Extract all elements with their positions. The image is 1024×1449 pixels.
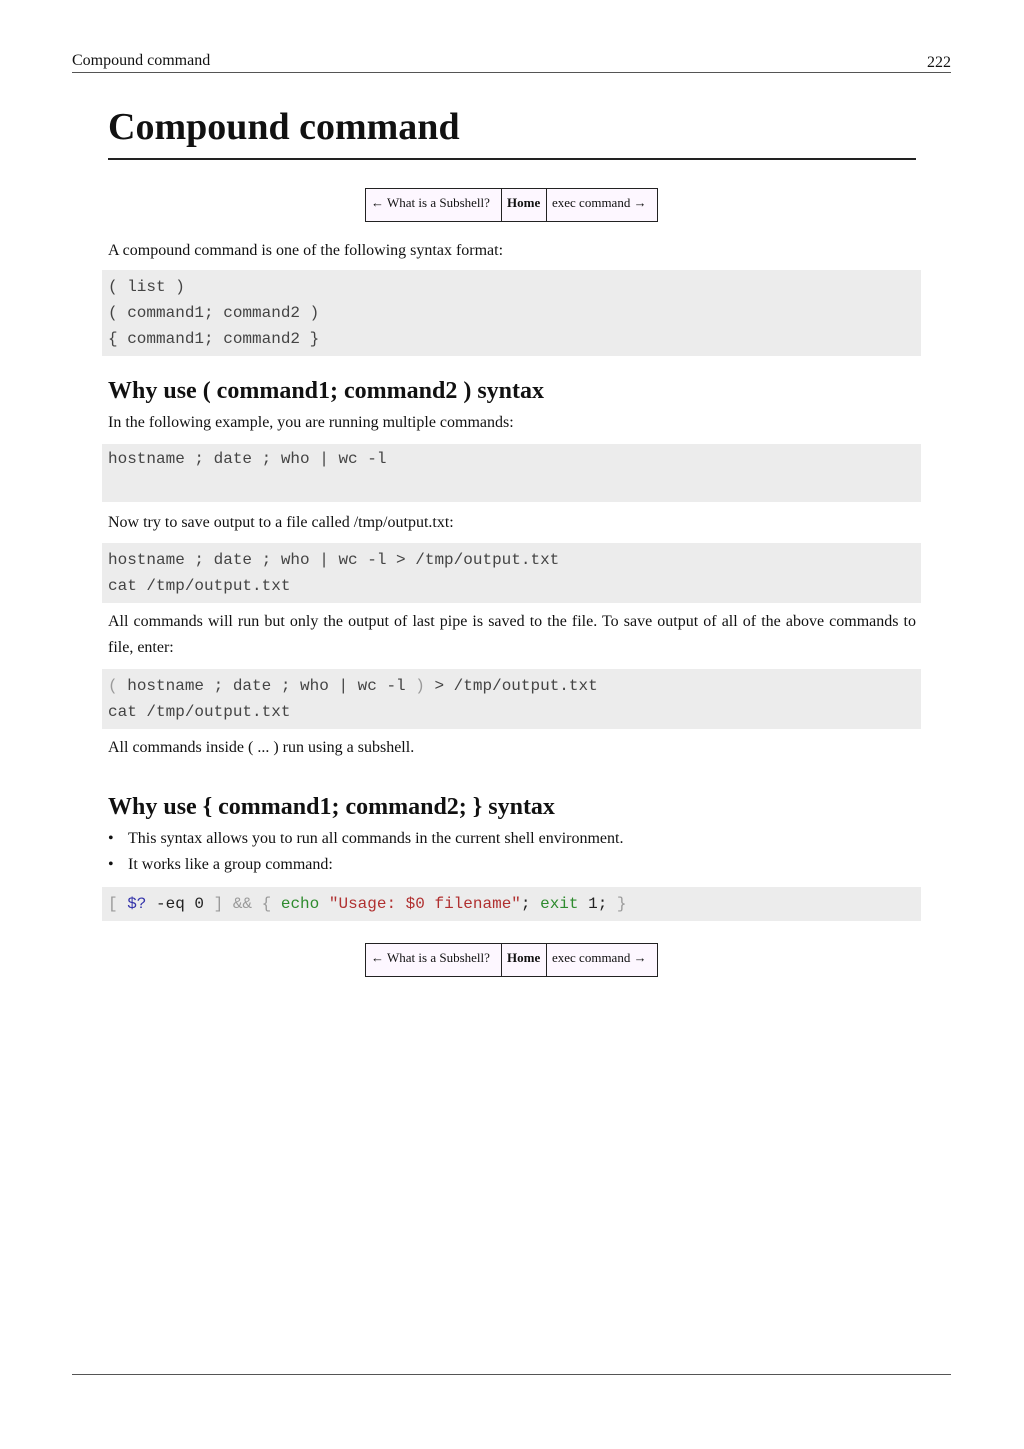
paragraph: All commands will run but only the output of last pipe is saved to the file. To save output of all of the above commands to file, enter:	[108, 613, 916, 656]
code-token: )	[415, 677, 425, 695]
code-line	[108, 673, 915, 699]
running-header-title: Compound command	[72, 52, 211, 69]
section-heading-group-command: Why use { command1; command2; } syntax	[108, 794, 555, 820]
bullet-list	[108, 826, 916, 878]
code-token: echo	[280, 895, 320, 913]
home-link[interactable]: Home	[502, 189, 547, 222]
code-block-group-command	[102, 887, 921, 921]
code-line: hostname ; date ; who | wc -l	[108, 450, 387, 468]
code-token: ;	[520, 895, 541, 913]
home-link[interactable]: Home	[502, 944, 547, 977]
paragraph: All commands inside ( ... ) run using a subshell.	[108, 739, 415, 756]
page-title: Compound command	[108, 100, 916, 160]
next-page-link[interactable]: exec command →	[547, 189, 658, 222]
intro-paragraph: A compound command is one of the following syntax format:	[108, 242, 504, 259]
code-token: ] && {	[213, 895, 281, 913]
nav-table-top	[365, 188, 658, 222]
code-line: cat /tmp/output.txt	[108, 703, 291, 721]
prev-page-link[interactable]: ← What is a Subshell?	[366, 189, 502, 222]
paragraph: In the following example, you are running multiple commands:	[108, 414, 514, 431]
code-block-save-output	[102, 543, 921, 603]
code-token: > /tmp/output.txt	[424, 677, 598, 695]
section-heading-subshell: Why use ( command1; command2 ) syntax	[108, 378, 545, 404]
article-content	[108, 100, 916, 977]
page-number: 222	[927, 54, 951, 71]
footer-rule	[72, 1374, 951, 1375]
running-header	[72, 50, 951, 73]
code-line: cat /tmp/output.txt	[108, 577, 291, 595]
code-token: $?	[127, 895, 147, 913]
next-page-link[interactable]: exec command →	[547, 944, 658, 977]
paragraph: Now try to save output to a file called /tmp/output.txt:	[108, 514, 454, 531]
code-token: hostname ; date ; who | wc -l	[117, 677, 416, 695]
code-line: ( list )	[108, 278, 185, 296]
code-token: }	[616, 895, 627, 913]
nav-table-bottom	[365, 943, 658, 977]
code-line: hostname ; date ; who | wc -l > /tmp/output.txt	[108, 551, 560, 569]
code-line: ( command1; command2 )	[108, 304, 320, 322]
code-token: exit	[540, 895, 579, 913]
code-token: "Usage: $0 filename"	[328, 895, 521, 913]
list-item: • This syntax allows you to run all commands in the current shell environment.	[128, 826, 916, 852]
code-token: [	[108, 895, 128, 913]
code-block-subshell-redirect	[102, 669, 921, 729]
code-line	[108, 891, 915, 917]
code-line: { command1; command2 }	[108, 330, 320, 348]
code-token	[319, 895, 329, 913]
code-token: -eq 0	[146, 895, 214, 913]
code-token: (	[108, 677, 118, 695]
code-block-multiple-commands	[102, 444, 921, 502]
syntax-code-block	[102, 270, 921, 356]
prev-page-link[interactable]: ← What is a Subshell?	[366, 944, 502, 977]
list-item: • It works like a group command:	[128, 852, 916, 878]
code-token: 1;	[578, 895, 617, 913]
